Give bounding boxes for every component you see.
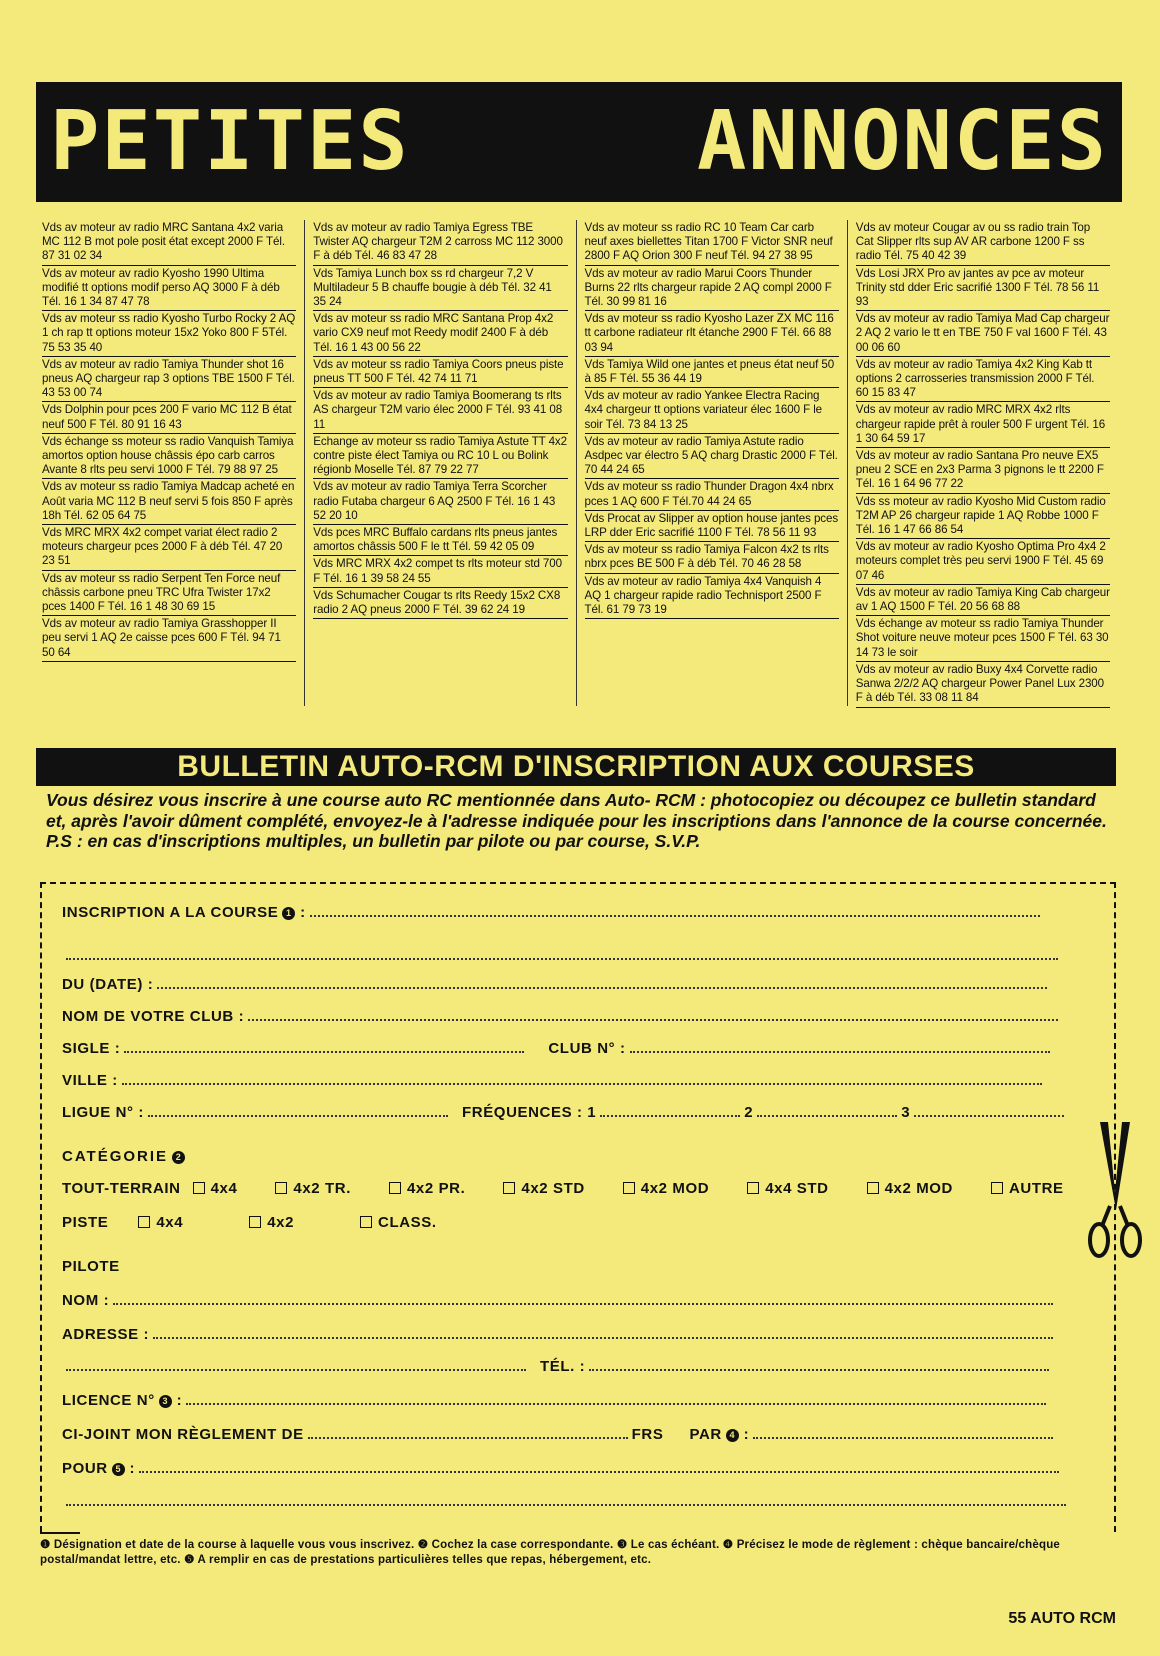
field-tel[interactable]: [589, 1359, 1049, 1371]
banner-text-2: ANNONCES: [697, 94, 1108, 189]
row-adresse: [62, 1326, 1057, 1343]
ad-item: Vds Tamiya Wild one jantes et pneus état neuf 50 à 85 F Tél. 55 36 44 19: [585, 357, 839, 388]
ad-item: Vds Dolphin pour pces 200 F vario MC 112 B état neuf 500 F Tél. 80 91 16 43: [42, 402, 296, 433]
field-sigle[interactable]: [124, 1041, 524, 1053]
label-tout-terrain: TOUT-TERRAIN: [62, 1180, 181, 1197]
ad-item: Vds Schumacher Cougar ts rlts Reedy 15x2 CX8 radio 2 AQ pneus 2000 F Tél. 39 62 24 19: [313, 588, 567, 619]
checkbox[interactable]: [360, 1216, 372, 1228]
option-piste-4x2[interactable]: [249, 1214, 294, 1231]
label-ligue: LIGUE N° :: [62, 1104, 144, 1121]
row-reglement: CI-JOINT MON RÈGLEMENT DE FRS PAR 4 :: [62, 1426, 1057, 1443]
field-inscription[interactable]: [310, 905, 1040, 917]
label-adresse: ADRESSE :: [62, 1326, 150, 1343]
ad-item: Vds av moteur ss radio Serpent Ten Force neuf châssis carbone pneu TRC Ufra Twister 17x2 pces 1400 F Tél. 16 1 48 30 69 15: [42, 571, 296, 617]
ad-item: Vds av moteur av radio Tamiya Boomerang ts rlts AS chargeur T2M vario élec 2000 F Tél. 93 41 08 11: [313, 388, 567, 434]
ads-column-2: [304, 220, 575, 706]
checkbox[interactable]: [991, 1182, 1003, 1194]
label-club-no: CLUB N° :: [548, 1040, 626, 1057]
ad-item: Vds av moteur av radio Marui Coors Thunder Burns 22 rlts chargeur rapide 2 AQ compl 2000 F Tél. 30 99 81 16: [585, 266, 839, 312]
option-tt-4x2-tr[interactable]: [275, 1180, 351, 1197]
label-tel: TÉL. :: [540, 1358, 586, 1375]
option-label: 4x2 MOD: [884, 1180, 953, 1197]
marker-2: 2: [172, 1151, 185, 1164]
field-inscription-2[interactable]: [66, 948, 1058, 960]
checkbox[interactable]: [275, 1182, 287, 1194]
classified-ads: [42, 220, 1118, 706]
ad-item: Vds av moteur av radio Tamiya 4x2 King Kab tt options 2 carrosseries transmission 2000 F Tél. 60 15 83 47: [856, 357, 1110, 403]
label-licence: LICENCE N°: [62, 1392, 155, 1409]
field-adresse-2[interactable]: [66, 1359, 526, 1371]
bulletin-title: BULLETIN AUTO-RCM D'INSCRIPTION AUX COURSES: [36, 748, 1116, 786]
ads-column-1: [42, 220, 304, 706]
label-pilote: PILOTE: [62, 1258, 120, 1275]
row-pour: POUR 5 :: [62, 1460, 1063, 1477]
ad-item: Vds av moteur av radio Santana Pro neuve EX5 pneu 2 SCE en 2x3 Parma 3 pignons le tt 2200 F Tél. 16 1 64 96 77 22: [856, 448, 1110, 494]
row-sigle: [62, 1040, 1054, 1057]
checkbox[interactable]: [249, 1216, 261, 1228]
ad-item: Vds av moteur ss radio Tamiya Madcap acheté en Août varia MC 112 B neuf servi 5 fois 850 F après 18h Tél. 62 05 64 75: [42, 479, 296, 525]
field-pour[interactable]: [139, 1461, 1059, 1473]
marker-1: 1: [282, 907, 295, 920]
page-number: 55 AUTO RCM: [1008, 1610, 1116, 1627]
ad-item: Vds Procat av Slipper av option house jantes pces LRP dder Eric sacrifié 1100 F Tél. 78 56 11 93: [585, 511, 839, 542]
ad-item: Vds échange ss moteur ss radio Vanquish Tamiya amortos option house châssis épo carb carros Avante 8 rlts peu servi 1000 F Tél. 79 88 97 25: [42, 434, 296, 480]
ad-item: Vds MRC MRX 4x2 compet variat élect radio 2 moteurs chargeur pces 2000 F à déb Tél. 47 20 23 51: [42, 525, 296, 571]
option-label: 4x2 STD: [521, 1180, 585, 1197]
option-tt-4x4[interactable]: [193, 1180, 238, 1197]
ad-item: Vds av moteur ss radio RC 10 Team Car carb neuf axes biellettes Titan 1700 F Victor SNR neuf 2800 F AQ Orion 300 F neuf Tél. 94 27 38 95: [585, 220, 839, 266]
ad-item: Vds av moteur av radio Tamiya Egress TBE Twister AQ chargeur T2M 2 carross MC 112 3000 F à déb Tél. 46 83 47 28: [313, 220, 567, 266]
option-tt-4x2-std[interactable]: [503, 1180, 584, 1197]
label-frs: FRS: [631, 1426, 664, 1443]
option-label: 4x2: [267, 1214, 295, 1231]
ad-item: Vds Tamiya Lunch box ss rd chargeur 7,2 V Multiladeur 5 B chauffe bougie à déb Tél. 32 41 35 24: [313, 266, 567, 312]
row-piste: [62, 1214, 437, 1231]
ad-item: Vds Losi JRX Pro av jantes av pce av moteur Trinity std dder Eric sacrifié 1300 F Tél. 78 56 11 93: [856, 266, 1110, 312]
marker-4: 4: [726, 1429, 739, 1442]
field-freq1[interactable]: [600, 1105, 740, 1117]
option-label: 4x4 STD: [765, 1180, 829, 1197]
row-licence: LICENCE N° 3 :: [62, 1392, 1050, 1409]
field-date[interactable]: [157, 977, 1047, 989]
label-frequences: FRÉQUENCES : 1: [462, 1104, 597, 1121]
row-tout-terrain: [62, 1180, 1064, 1197]
field-mode[interactable]: [753, 1427, 1053, 1439]
label-sigle: SIGLE :: [62, 1040, 121, 1057]
ad-item: Vds av moteur av radio MRC MRX 4x2 rlts chargeur rapide prêt à rouler 500 F urgent Tél. 16 1 30 64 59 17: [856, 402, 1110, 448]
checkbox[interactable]: [623, 1182, 635, 1194]
label-inscription: INSCRIPTION A LA COURSE: [62, 904, 279, 921]
option-label: CLASS.: [378, 1214, 437, 1231]
option-tt-4x2-mod-2[interactable]: [867, 1180, 953, 1197]
option-label: 4x2 MOD: [640, 1180, 710, 1197]
option-label: 4x2 TR.: [293, 1180, 351, 1197]
ad-item: Vds av moteur ss radio MRC Santana Prop 4x2 vario CX9 neuf mot Reedy modif 2400 F à déb Tél. 16 1 43 00 56 22: [313, 311, 567, 357]
field-licence[interactable]: [186, 1393, 1046, 1405]
ad-item: Vds av moteur ss radio Kyosho Lazer ZX MC 116 tt carbone radiateur rlt étanche 2900 F Tél. 66 88 03 94: [585, 311, 839, 357]
frame-corner: [40, 1532, 80, 1534]
label-piste: PISTE: [62, 1214, 109, 1231]
marker-3: 3: [159, 1395, 172, 1408]
ad-item: Vds av moteur av radio Yankee Electra Racing 4x4 chargeur tt options variateur élec 1600 F le soir Tél. 73 84 13 25: [585, 388, 839, 434]
ad-item: Vds av moteur av radio Tamiya Terra Scorcher radio Futaba chargeur 6 AQ 2500 F Tél. 16 1 43 52 20 10: [313, 479, 567, 525]
ad-item: Vds av moteur ss radio Thunder Dragon 4x4 nbrx pces 1 AQ 600 F Tél.70 44 24 65: [585, 479, 839, 510]
option-tt-4x2-mod[interactable]: [623, 1180, 709, 1197]
field-club[interactable]: [248, 1009, 1058, 1021]
field-club-no[interactable]: [630, 1041, 1050, 1053]
checkbox[interactable]: [138, 1216, 150, 1228]
label-freq3: 3: [901, 1104, 911, 1121]
checkbox[interactable]: [389, 1182, 401, 1194]
ad-item: Vds av moteur av radio Tamiya Mad Cap chargeur 2 AQ 2 vario le tt en TBE 750 F val 1600 F Tél. 43 00 06 60: [856, 311, 1110, 357]
option-piste-class[interactable]: [360, 1214, 437, 1231]
field-freq3[interactable]: [914, 1105, 1064, 1117]
ad-item: Vds av moteur ss radio Kyosho Turbo Rocky 2 AQ 1 ch rap tt options moteur 15x2 Yoko 800 F 5Tél. 75 53 35 40: [42, 311, 296, 357]
label-ville: VILLE :: [62, 1072, 118, 1089]
ad-item: Vds av moteur ss radio Tamiya Falcon 4x2 ts rlts nbrx pces BE 500 F à déb Tél. 70 46 28 58: [585, 542, 839, 573]
ad-item: Vds av moteur av radio Kyosho Optima Pro 4x4 2 moteurs complet très peu servi 1900 F Tél. 45 69 07 46: [856, 539, 1110, 585]
option-label: 4x4: [210, 1180, 238, 1197]
ad-item: Vds pces MRC Buffalo cardans rlts pneus jantes amortos châssis 500 F le tt Tél. 59 42 05 09: [313, 525, 567, 556]
banner-word-2: [697, 94, 1108, 189]
ads-column-4: [847, 220, 1118, 706]
option-label: 4x4: [156, 1214, 184, 1231]
label-reglement: CI-JOINT MON RÈGLEMENT DE: [62, 1426, 304, 1443]
scissors-icon: [1086, 1122, 1144, 1262]
row-blank: [62, 948, 1062, 960]
option-tt-4x4-std[interactable]: [747, 1180, 828, 1197]
row-inscription: INSCRIPTION A LA COURSE 1 :: [62, 904, 1044, 921]
ad-item: Vds av moteur ss radio Tamiya Coors pneus piste pneus TT 500 F Tél. 42 74 11 71: [313, 357, 567, 388]
label-date: DU (DATE) :: [62, 976, 154, 993]
field-freq2[interactable]: [757, 1105, 897, 1117]
field-adresse[interactable]: [153, 1327, 1053, 1339]
field-ville[interactable]: [122, 1073, 1042, 1085]
ad-item: Vds av moteur av radio Tamiya 4x4 Vanquish 4 AQ 1 chargeur rapide radio Technisport 2500 F Tél. 61 79 73 19: [585, 574, 839, 620]
row-date: [62, 976, 1051, 993]
row-ville: [62, 1072, 1046, 1089]
ad-item: Vds av moteur av radio Tamiya Grasshopper II peu servi 1 AQ 2e caisse pces 600 F Tél. 94 71 50 64: [42, 616, 296, 662]
label-club: NOM DE VOTRE CLUB :: [62, 1008, 245, 1025]
ad-item: Vds échange av moteur ss radio Tamiya Thunder Shot voiture neuve moteur pces 1500 F Tél. 63 30 14 73 le soir: [856, 616, 1110, 662]
option-label: 4x2 PR.: [406, 1180, 466, 1197]
label-pour: POUR: [62, 1460, 108, 1477]
option-tt-autre[interactable]: [991, 1180, 1064, 1197]
row-nom: [62, 1292, 1057, 1309]
ad-item: Vds av moteur Cougar av ou ss radio train Top Cat Slipper rlts sup AV AR carbone 1200 F ss radio Tél. 75 40 42 39: [856, 220, 1110, 266]
checkbox[interactable]: [193, 1182, 205, 1194]
marker-5: 5: [112, 1463, 125, 1476]
ad-item: Vds av moteur av radio Tamiya Astute radio Asdpec var électro 5 AQ charg Drastic 2000 F Tél. 70 44 24 65: [585, 434, 839, 480]
field-montant[interactable]: [308, 1427, 628, 1439]
field-nom[interactable]: [113, 1293, 1053, 1305]
registration-form: [40, 882, 1116, 1532]
row-ligue: [62, 1104, 1068, 1121]
row-pour-2: [62, 1494, 1070, 1506]
footnotes: ❶ Désignation et date de la course à laquelle vous vous inscrivez. ❷ Cochez la case correspondante. ❸ Le cas échéant. ❹ Précisez le mode de règlement : chèque bancaire/chèque postal/mandat lettre, etc. ❺ A remplir en cas de prestations particulières telles que repas, hébergement, etc.: [40, 1539, 1061, 1566]
label-freq2: 2: [744, 1104, 754, 1121]
ad-item: Vds MRC MRX 4x2 compet ts rlts moteur std 700 F Tél. 16 1 39 58 24 55: [313, 556, 567, 587]
row-tel: [62, 1358, 1053, 1375]
checkbox[interactable]: [503, 1182, 515, 1194]
ad-item: Echange av moteur ss radio Tamiya Astute TT 4x2 contre piste élect Tamiya ou RC 10 L ou Bolink régionb Moselle Tél. 87 79 22 77: [313, 434, 567, 480]
option-piste-4x4[interactable]: [138, 1214, 183, 1231]
petites-annonces-banner: [36, 82, 1122, 202]
label-categorie: CATÉGORIE: [62, 1148, 169, 1165]
ad-item: Vds av moteur av radio MRC Santana 4x2 varia MC 112 B mot pole posit état except 2000 F Tél. 87 31 02 34: [42, 220, 296, 266]
ads-column-3: [576, 220, 847, 706]
row-pilote: [62, 1258, 120, 1275]
option-label: AUTRE: [1008, 1180, 1064, 1197]
row-club: [62, 1008, 1062, 1025]
checkbox[interactable]: [867, 1182, 879, 1194]
ad-item: Vds ss moteur av radio Kyosho Mid Custom radio T2M AP 26 chargeur rapide 1 AQ Robbe 1000 F Tél. 16 1 47 66 86 54: [856, 494, 1110, 540]
ad-item: Vds av moteur av radio Tamiya King Cab chargeur av 1 AQ 1500 F Tél. 20 56 68 88: [856, 585, 1110, 616]
field-pour-2[interactable]: [66, 1494, 1066, 1506]
bulletin-intro: Vous désirez vous inscrire à une course auto RC mentionnée dans Auto- RCM : photocopiez ou découpez ce bulletin standard et, après l'avoir dûment complété, envoyez-le à l'adresse indiquée pour les inscriptions dans l'annonce de la course concernée. P.S : en cas d'inscriptions multiples, un bulletin par pilote ou par course, S.V.P.: [46, 790, 1107, 851]
row-categorie: [62, 1148, 185, 1165]
checkbox[interactable]: [747, 1182, 759, 1194]
ad-item: Vds av moteur av radio Kyosho 1990 Ultima modifié tt options modif perso AQ 3000 F à déb Tél. 16 1 34 87 47 78: [42, 266, 296, 312]
ad-item: Vds av moteur av radio Buxy 4x4 Corvette radio Sanwa 2/2/2 AQ chargeur Power Panel Lux 2300 F à déb Tél. 33 08 11 84: [856, 662, 1110, 708]
label-nom: NOM :: [62, 1292, 110, 1309]
label-par: PAR: [689, 1426, 722, 1443]
banner-text-1: PETITES: [50, 94, 410, 189]
option-tt-4x2-pr[interactable]: [389, 1180, 465, 1197]
field-ligue[interactable]: [148, 1105, 448, 1117]
banner-word-1: [50, 94, 410, 189]
ad-item: Vds av moteur av radio Tamiya Thunder shot 16 pneus AQ chargeur rap 3 options TBE 1500 F Tél. 43 53 00 74: [42, 357, 296, 403]
